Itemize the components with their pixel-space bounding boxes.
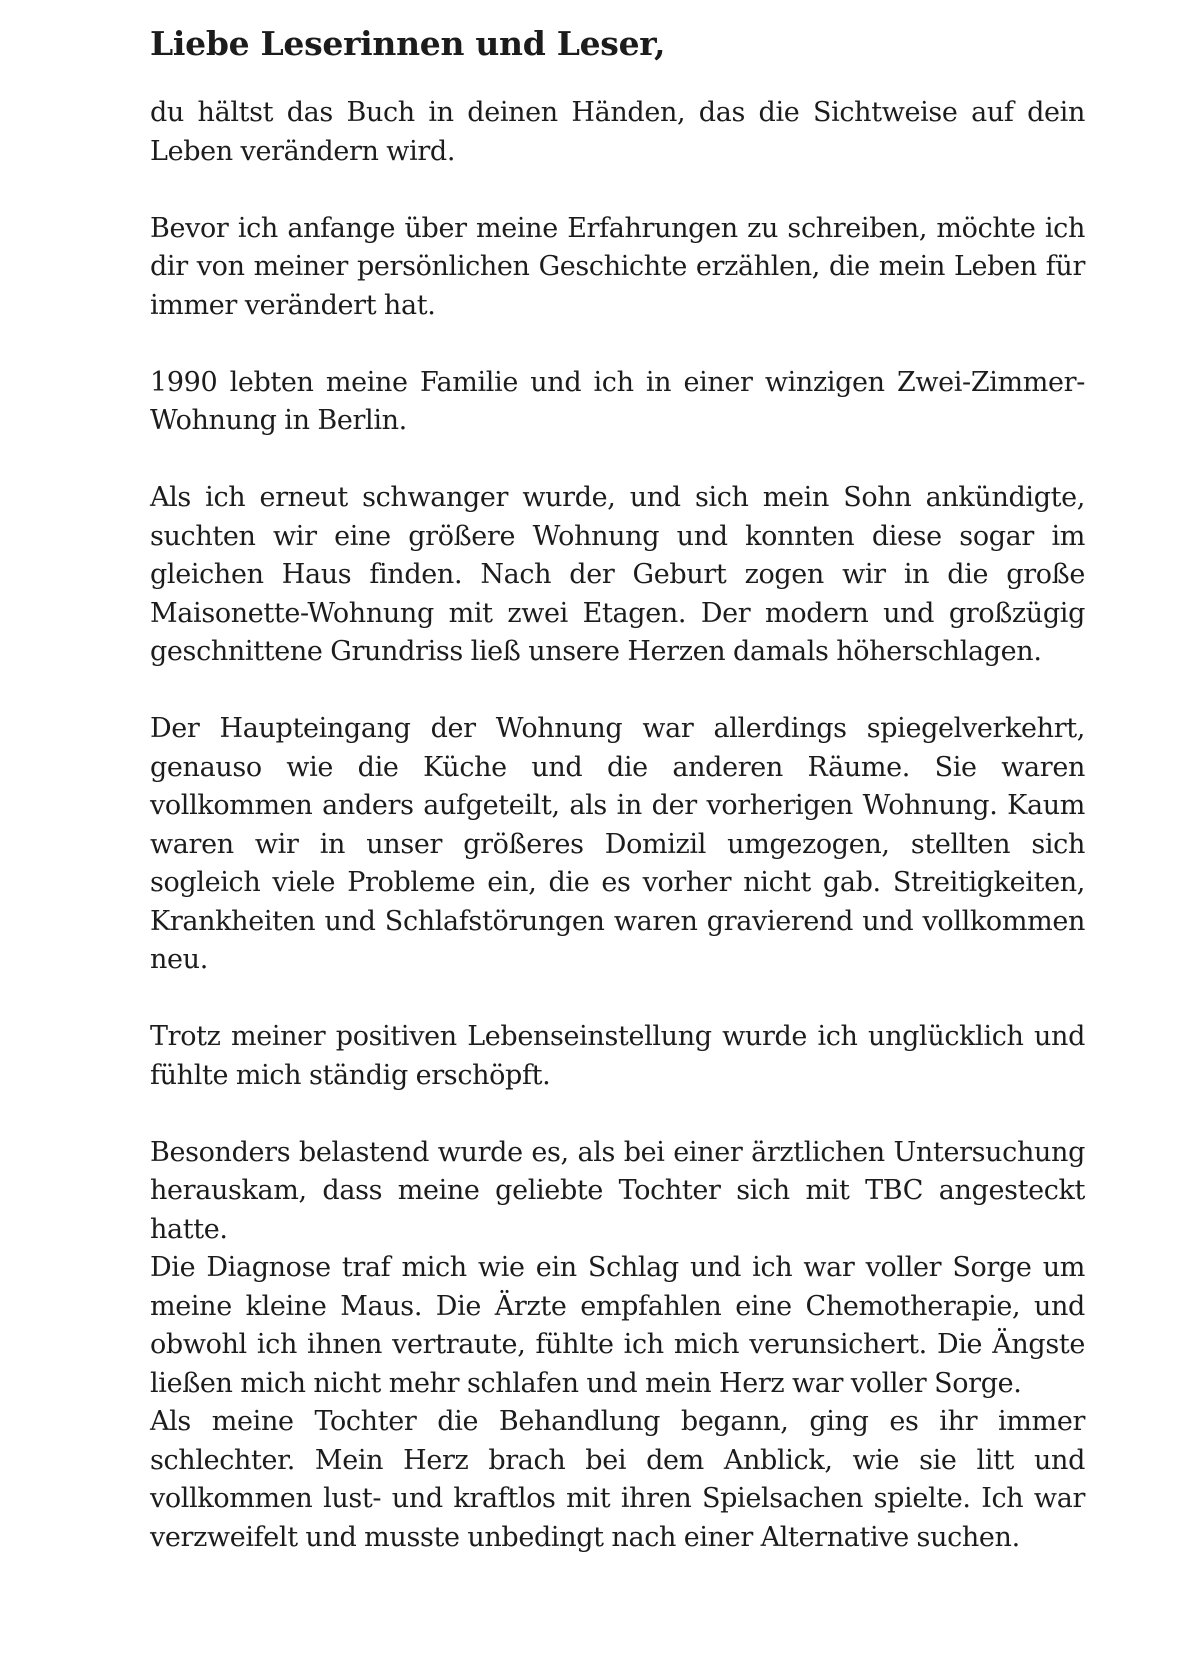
document-body — [150, 22, 1085, 1557]
paragraph-9: Als meine Tochter die Behandlung begann, ging es ihr immer schlechter. Mein Herz brach bei dem Anblick, wie sie litt und vollkommen lust- und kraftlos mit ihren Spielsachen spielte. Ich war verzweifelt und musste unbedingt nach einer Alternative suchen. — [150, 1406, 1085, 1553]
paragraph-6: Trotz meiner positiven Lebenseinstellung wurde ich unglücklich und fühlte mich ständig erschöpft. — [150, 1021, 1085, 1091]
paragraph-3: 1990 lebten meine Familie und ich in einer winzigen Zwei-Zimmer-Wohnung in Berlin. — [150, 366, 1085, 436]
paragraph-5: Der Haupteingang der Wohnung war allerdings spiegelverkehrt, genauso wie die Küche und die anderen Räume. Sie waren vollkommen anders aufgeteilt, als in der vorherigen Wohnung. Kaum waren wir in unser größeres Domizil umgezogen, stellten sich sogleich viele Probleme ein, die es vorher nicht gab. Streitigkeiten, Krankheiten und Schlafstörungen waren gravierend und vollkommen neu. — [150, 713, 1085, 975]
paragraph-2: Bevor ich anfange über meine Erfahrungen zu schreiben, möchte ich dir von meiner persönlichen Geschichte erzählen, die mein Leben für immer verändert hat. — [150, 212, 1085, 321]
paragraph-7: Besonders belastend wurde es, als bei einer ärztlichen Untersuchung herauskam, dass meine geliebte Tochter sich mit TBC angesteckt hatte. — [150, 1136, 1085, 1245]
paragraph-8: Die Diagnose traf mich wie ein Schlag und ich war voller Sorge um meine kleine Maus. Die Ärzte empfahlen eine Chemotherapie, und obwohl ich ihnen vertraute, fühlte ich mich verunsichert. Die Ängste ließen mich nicht mehr schlafen und mein Herz war voller Sorge. — [150, 1252, 1085, 1399]
page-title: Liebe Leserinnen und Leser, — [150, 24, 666, 63]
paragraph-1: du hältst das Buch in deinen Händen, das die Sichtweise auf dein Leben verändern wird. — [150, 97, 1085, 167]
paragraph-4: Als ich erneut schwanger wurde, und sich mein Sohn ankündigte, suchten wir eine größere Wohnung und konnten diese sogar im gleichen Haus finden. Nach der Geburt zogen wir in die große Maisonette-Wohnung mit zwei Etagen. Der modern und großzügig geschnittene Grundriss ließ unsere Herzen damals höherschlagen. — [150, 482, 1085, 667]
